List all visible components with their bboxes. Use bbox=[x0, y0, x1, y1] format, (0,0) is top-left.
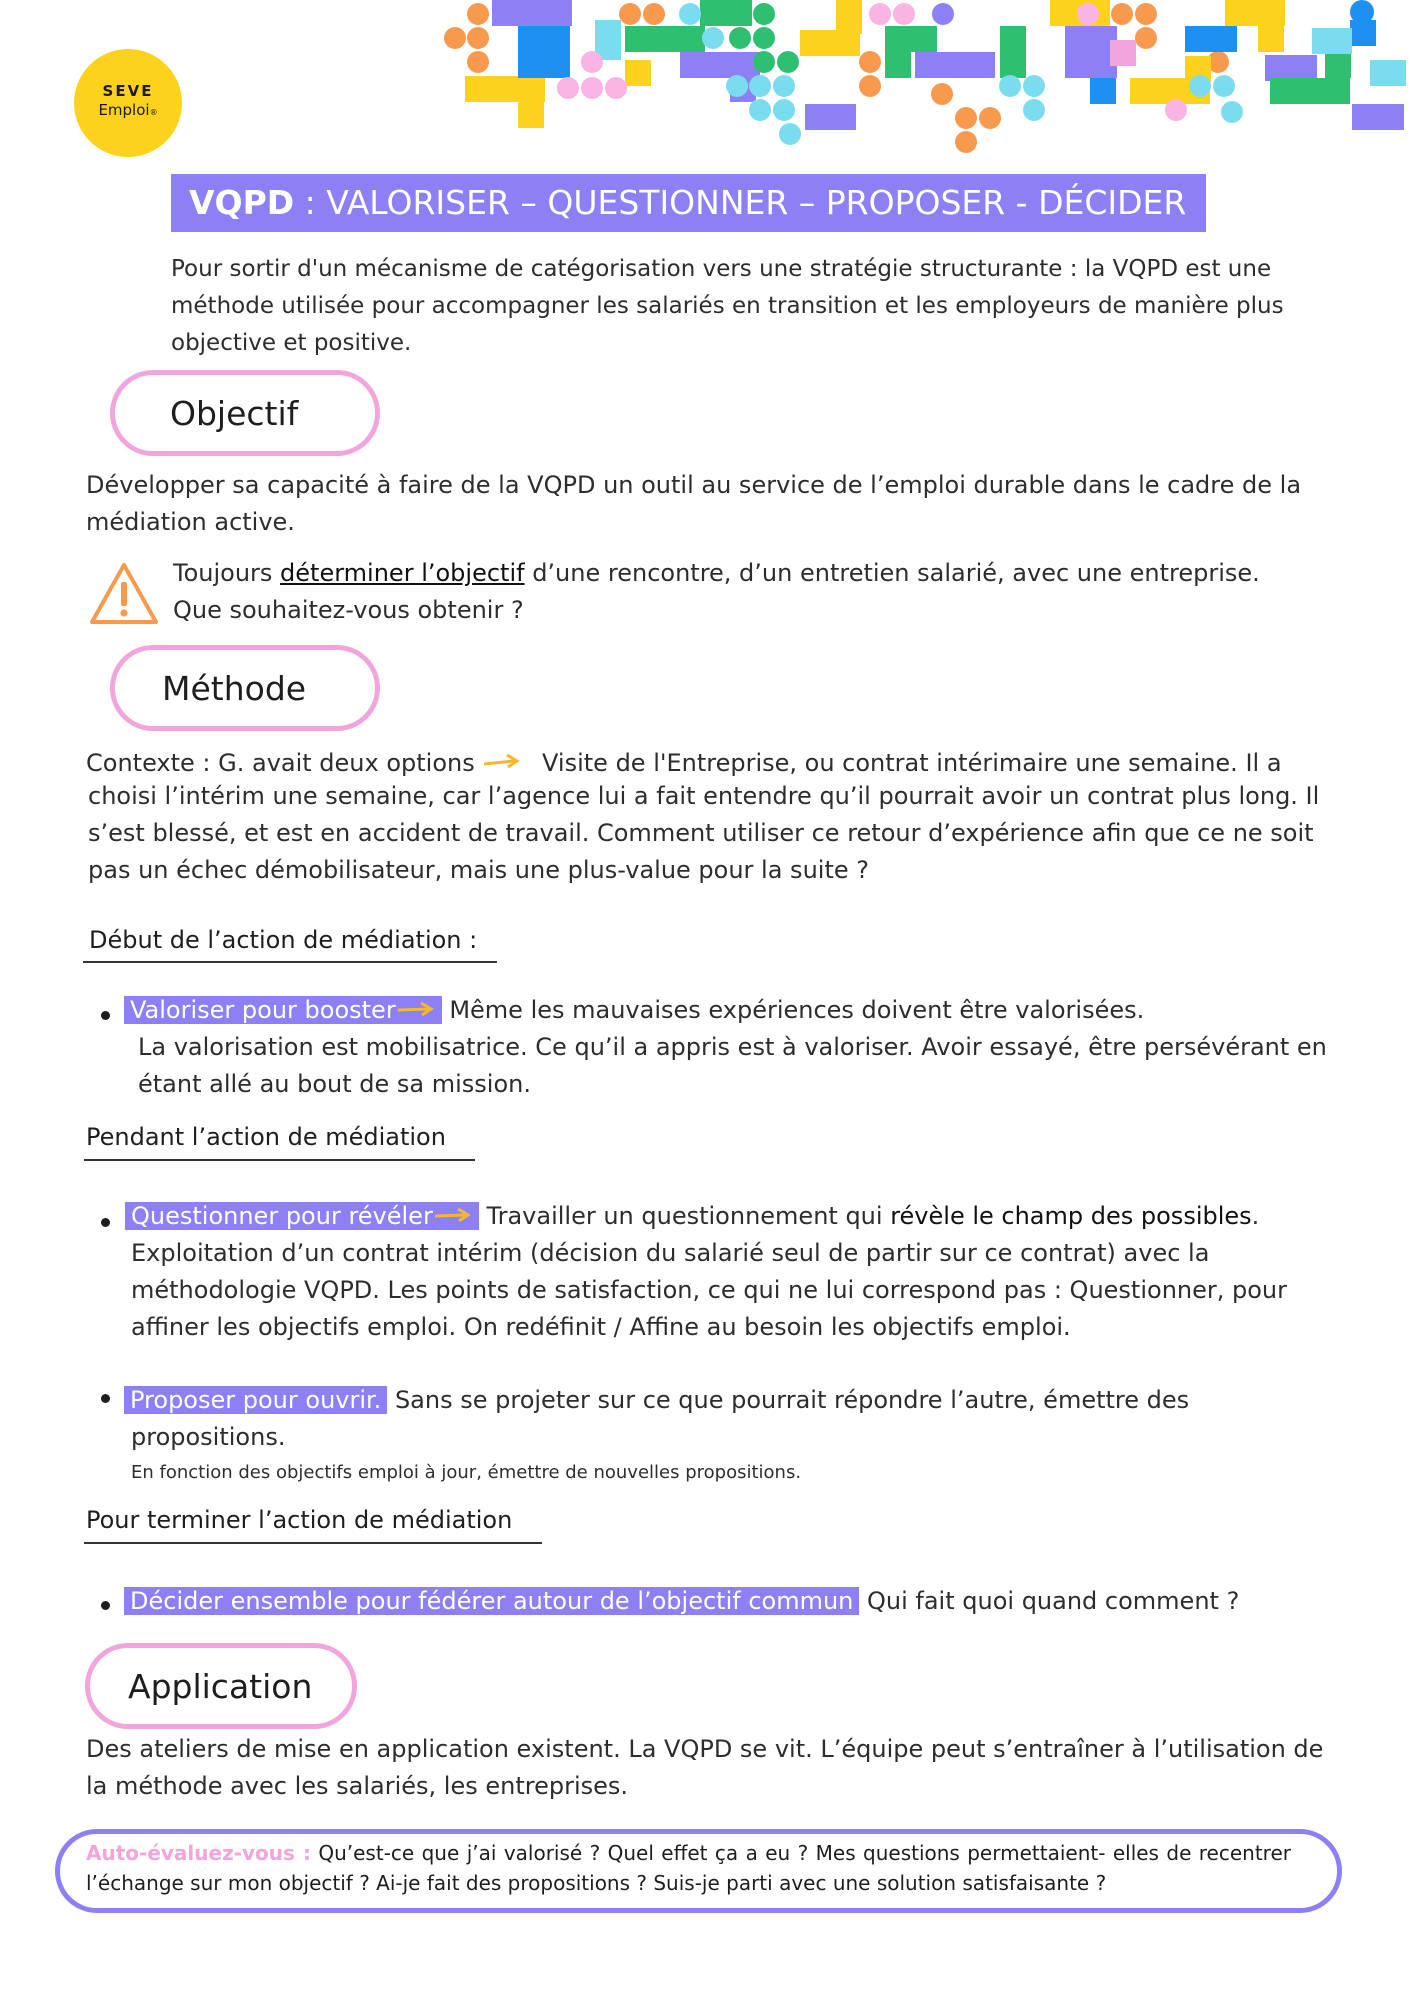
divider bbox=[84, 1542, 542, 1544]
bullet bbox=[101, 1218, 110, 1227]
objectif-text: Développer sa capacité à faire de la VQPD un outil au service de l’emploi durable dans le cadre de la médiation active. bbox=[86, 471, 1302, 536]
application-heading-pill bbox=[85, 1643, 357, 1729]
valoriser-line: Valoriser pour booster Même les mauvaises expériences doivent être valorisées. bbox=[124, 992, 1324, 1029]
self-evaluation-label: Auto-évaluez-vous : bbox=[86, 1841, 311, 1865]
proposer-line2: propositions. bbox=[131, 1423, 286, 1451]
page-title bbox=[171, 174, 1206, 232]
debut-heading: Début de l’action de médiation : bbox=[89, 926, 478, 954]
questionner-detail: Exploitation d’un contrat intérim (décision du salarié seul de partir sur ce contrat) avec la méthodologie VQPD. Les points de satisfaction, ce qui ne lui correspond pas : Questionner, pour affiner les objectifs emploi. On redéfinit / Affine au besoin les objectifs emploi. bbox=[131, 1239, 1287, 1341]
warning-icon bbox=[88, 560, 160, 626]
logo-registered: ® bbox=[149, 108, 158, 117]
bullet bbox=[101, 1011, 110, 1020]
valoriser-highlight: Valoriser pour booster bbox=[124, 996, 442, 1024]
title-acronym: VQPD bbox=[189, 183, 295, 222]
pendant-heading: Pendant l’action de médiation bbox=[86, 1123, 446, 1151]
divider bbox=[84, 1159, 475, 1161]
context-line1: Contexte : G. avait deux options Visite de l'Entreprise, ou contrat intérimaire une semaine. Il a bbox=[86, 749, 1282, 777]
application-text: Des ateliers de mise en application existent. La VQPD se vit. L’équipe peut s’entraîner à l’utilisation de la méthode avec les salariés, les entreprises. bbox=[86, 1735, 1324, 1800]
arrow-right-icon bbox=[433, 1206, 473, 1224]
intro-paragraph: Pour sortir d'un mécanisme de catégorisation vers une stratégie structurante : la VQPD est une méthode utilisée pour accompagner les salariés en transition et les employeurs de manière plus objective et positive. bbox=[171, 256, 1284, 356]
decider-line: Décider ensemble pour fédérer autour de l’objectif commun Qui fait quoi quand comment ? bbox=[124, 1583, 1374, 1620]
terminer-heading: Pour terminer l’action de médiation bbox=[86, 1506, 513, 1534]
methode-heading-pill bbox=[110, 645, 380, 731]
decorative-blocks-banner bbox=[438, 0, 1414, 160]
logo-line2: Emploi bbox=[98, 101, 150, 119]
arrow-right-icon bbox=[396, 1000, 436, 1018]
proposer-highlight: Proposer pour ouvrir. bbox=[124, 1386, 387, 1414]
methode-heading: Méthode bbox=[162, 668, 307, 708]
valoriser-detail: La valorisation est mobilisatrice. Ce qu’il a appris est à valoriser. Avoir essayé, être persévérant en étant allé au bout de sa mission. bbox=[138, 1033, 1327, 1098]
context-rest: choisi l’intérim une semaine, car l’agence lui a fait entendre qu’il pourrait avoir un contrat plus long. Il s’est blessé, et est en accident de travail. Comment utiliser ce retour d’expérience afin que ce ne soit pas un échec démobilisateur, mais une plus-value pour la suite ? bbox=[88, 782, 1320, 884]
arrow-right-icon bbox=[482, 752, 522, 770]
emphasis-text: révèle le champ des possibles bbox=[890, 1202, 1252, 1230]
warning-emphasis: déterminer l’objectif bbox=[280, 559, 525, 587]
application-heading: Application bbox=[128, 1666, 313, 1706]
self-evaluation-text: Auto-évaluez-vous : Qu’est-ce que j’ai valorisé ? Quel effet ça a eu ? Mes questions permettaient- elles de recentrer l’échange sur mon objectif ? Ai-je fait des propositions ? Suis-je parti avec une solution satisfaisante ? bbox=[86, 1841, 1291, 1895]
bullet bbox=[101, 1601, 110, 1610]
objectif-heading-pill bbox=[110, 370, 380, 456]
title-rest: : VALORISER – QUESTIONNER – PROPOSER - DÉCIDER bbox=[294, 183, 1187, 222]
logo-line1: SEVE bbox=[102, 82, 154, 100]
objectif-heading: Objectif bbox=[170, 393, 299, 433]
divider bbox=[83, 961, 497, 963]
warning-text: Toujours déterminer l’objectif d’une rencontre, d’un entretien salarié, avec une entreprise. Que souhaitez-vous obtenir ? bbox=[173, 559, 1260, 624]
questionner-highlight: Questionner pour révéler bbox=[125, 1202, 479, 1230]
seve-emploi-logo bbox=[74, 49, 182, 157]
decider-highlight: Décider ensemble pour fédérer autour de l’objectif commun bbox=[124, 1587, 859, 1615]
bullet bbox=[101, 1394, 110, 1403]
questionner-line: Questionner pour révéler Travailler un questionnement qui révèle le champ des possibles. bbox=[125, 1198, 1375, 1235]
proposer-line: Proposer pour ouvrir. Sans se projeter sur ce que pourrait répondre l’autre, émettre des bbox=[124, 1382, 1374, 1419]
proposer-note: En fonction des objectifs emploi à jour, émettre de nouvelles propositions. bbox=[131, 1462, 802, 1483]
